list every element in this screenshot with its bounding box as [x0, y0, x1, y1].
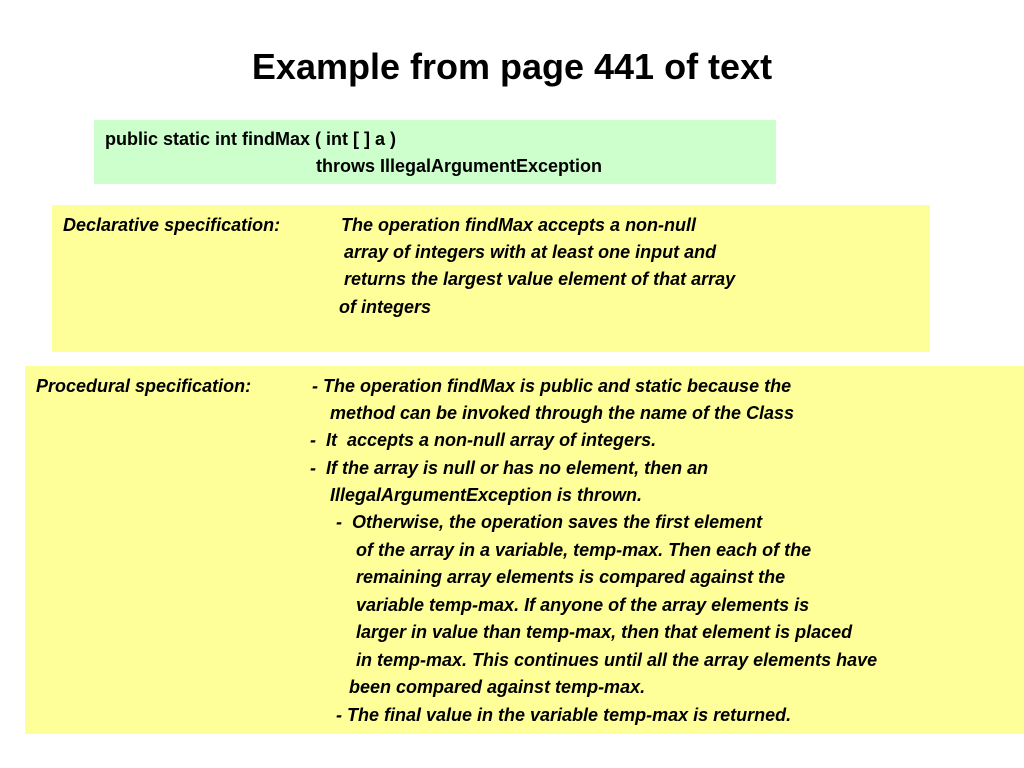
signature-line-1: public static int findMax ( int [ ] a )	[105, 129, 396, 149]
procedural-line: remaining array elements is compared against the	[356, 567, 786, 587]
procedural-line: - It accepts a non-null array of integers.	[310, 430, 657, 450]
declarative-spec-box	[52, 205, 930, 352]
method-signature-box	[94, 120, 776, 184]
declarative-label: Declarative specification:	[63, 215, 281, 235]
procedural-label: Procedural specification:	[36, 376, 252, 396]
declarative-line: returns the largest value element of that array	[344, 269, 736, 289]
procedural-line: method can be invoked through the name of the Class	[330, 403, 795, 423]
procedural-spec-box	[25, 366, 1024, 734]
procedural-line: of the array in a variable, temp-max. Then each of the	[356, 540, 812, 560]
declarative-line: The operation findMax accepts a non-null	[341, 215, 697, 235]
procedural-line: been compared against temp-max.	[349, 677, 646, 697]
signature-line-2: throws IllegalArgumentException	[316, 156, 603, 176]
declarative-line: of integers	[339, 297, 432, 317]
procedural-line: variable temp-max. If anyone of the array elements is	[356, 595, 810, 615]
procedural-line: - The operation findMax is public and static because the	[312, 376, 792, 396]
procedural-line: - The final value in the variable temp-max is returned.	[336, 705, 792, 725]
page-title: Example from page 441 of text	[251, 46, 773, 87]
procedural-line: larger in value than temp-max, then that element is placed	[356, 622, 853, 642]
procedural-line: in temp-max. This continues until all the array elements have	[356, 650, 878, 670]
procedural-line: - If the array is null or has no element, then an	[310, 458, 709, 478]
procedural-line: - Otherwise, the operation saves the first element	[336, 512, 763, 532]
declarative-line: array of integers with at least one input and	[344, 242, 717, 262]
procedural-line: IllegalArgumentException is thrown.	[330, 485, 643, 505]
